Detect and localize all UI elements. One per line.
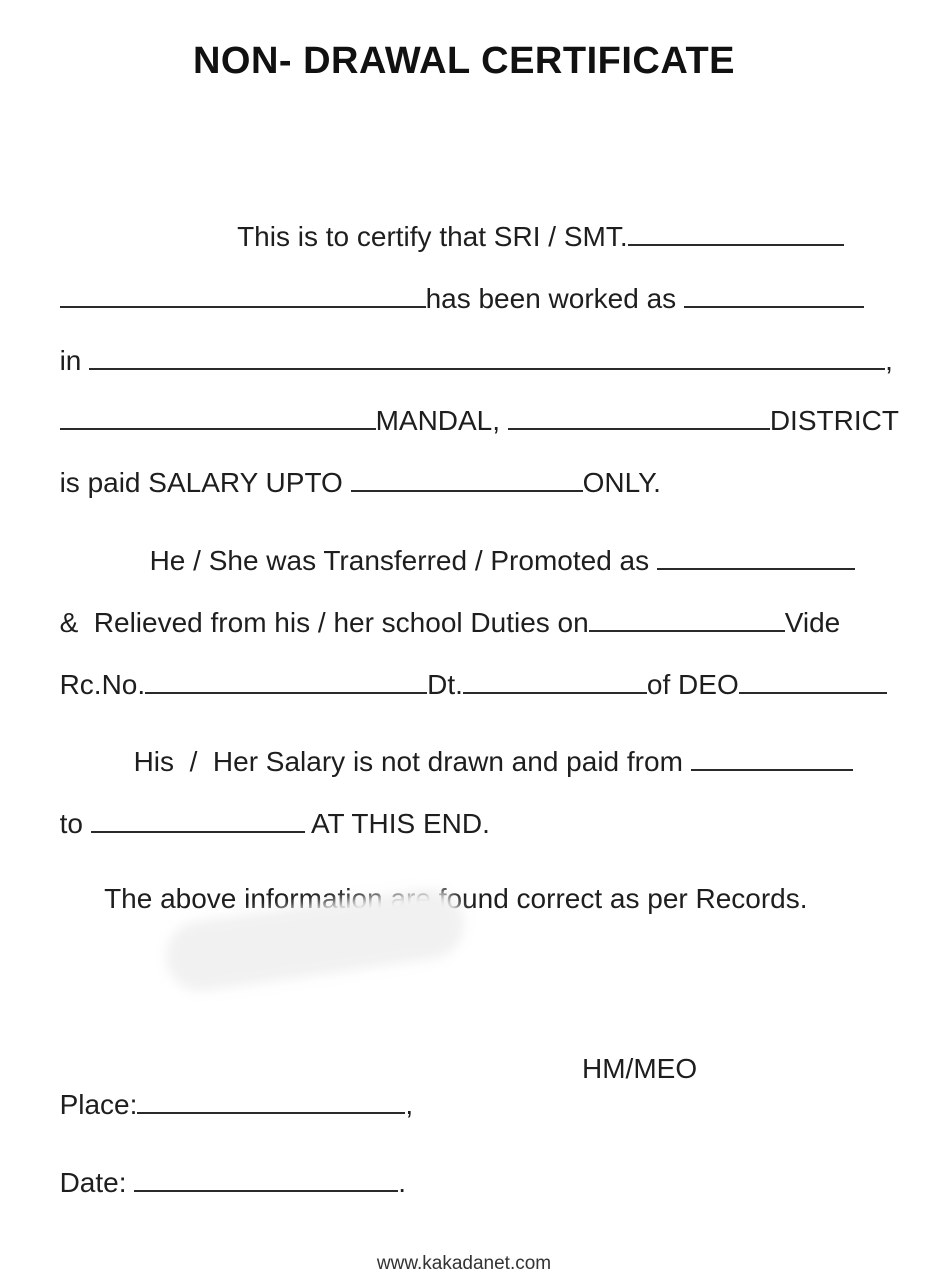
of-deo-text: of DEO (646, 669, 739, 700)
rc-no-blank[interactable] (145, 666, 427, 694)
mandal-text: MANDAL, (375, 405, 501, 436)
transferred-line (134, 508, 855, 578)
district-blank[interactable] (508, 402, 770, 430)
at-this-end-line (44, 771, 490, 841)
place-blank[interactable] (137, 1086, 405, 1114)
in-text: in (59, 345, 82, 376)
relieved-text: & Relieved from his / her school Duties on (59, 607, 589, 638)
salary-not-drawn-line (118, 709, 853, 779)
worked-as-line (44, 246, 864, 316)
salary-upto-blank[interactable] (351, 464, 583, 492)
only-text: ONLY. (582, 467, 661, 498)
promoted-as-blank[interactable] (657, 542, 855, 570)
salary-upto-line (44, 430, 661, 500)
deo-blank[interactable] (739, 666, 887, 694)
date-line (44, 1130, 406, 1200)
salary-upto-text: is paid SALARY UPTO (59, 467, 343, 498)
vide-text: Vide (784, 607, 841, 638)
worked-as-text: has been worked as (425, 283, 677, 314)
date-blank[interactable] (134, 1164, 398, 1192)
relieved-date-blank[interactable] (589, 604, 785, 632)
salary-not-drawn-text: His / Her Salary is not drawn and paid from (133, 746, 683, 777)
mandal-blank[interactable] (60, 402, 376, 430)
mandal-district-line (44, 368, 899, 438)
certify-line (222, 184, 844, 254)
dt-blank[interactable] (463, 666, 647, 694)
school-comma: , (885, 345, 893, 376)
name-blank-1[interactable] (628, 218, 844, 246)
relieved-line (44, 570, 840, 640)
rc-no-line (44, 632, 887, 702)
to-date-blank[interactable] (91, 805, 305, 833)
school-blank[interactable] (89, 342, 885, 370)
date-label: Date: (59, 1167, 127, 1198)
from-date-blank[interactable] (691, 743, 853, 771)
date-period: . (398, 1167, 407, 1198)
to-text: to (59, 808, 83, 839)
transferred-text: He / She was Transferred / Promoted as (149, 545, 650, 576)
certify-text: This is to certify that SRI / SMT. (237, 221, 628, 252)
page-title: NON- DRAWAL CERTIFICATE (192, 40, 736, 82)
name-blank-2[interactable] (60, 280, 426, 308)
website-footer: www.kakadanet.com (376, 1253, 552, 1274)
records-text: The above information are found correct as per Records. (104, 883, 808, 914)
rc-no-text: Rc.No. (59, 669, 146, 700)
designation-blank[interactable] (684, 280, 864, 308)
at-this-end-text: AT THIS END. (310, 808, 490, 839)
place-comma: , (405, 1089, 414, 1120)
place-label: Place: (59, 1089, 138, 1120)
dt-text: Dt. (427, 669, 463, 700)
hm-meo-signature: HM/MEO (582, 1053, 698, 1084)
district-text: DISTRICT (769, 405, 899, 436)
place-line (44, 1052, 413, 1122)
